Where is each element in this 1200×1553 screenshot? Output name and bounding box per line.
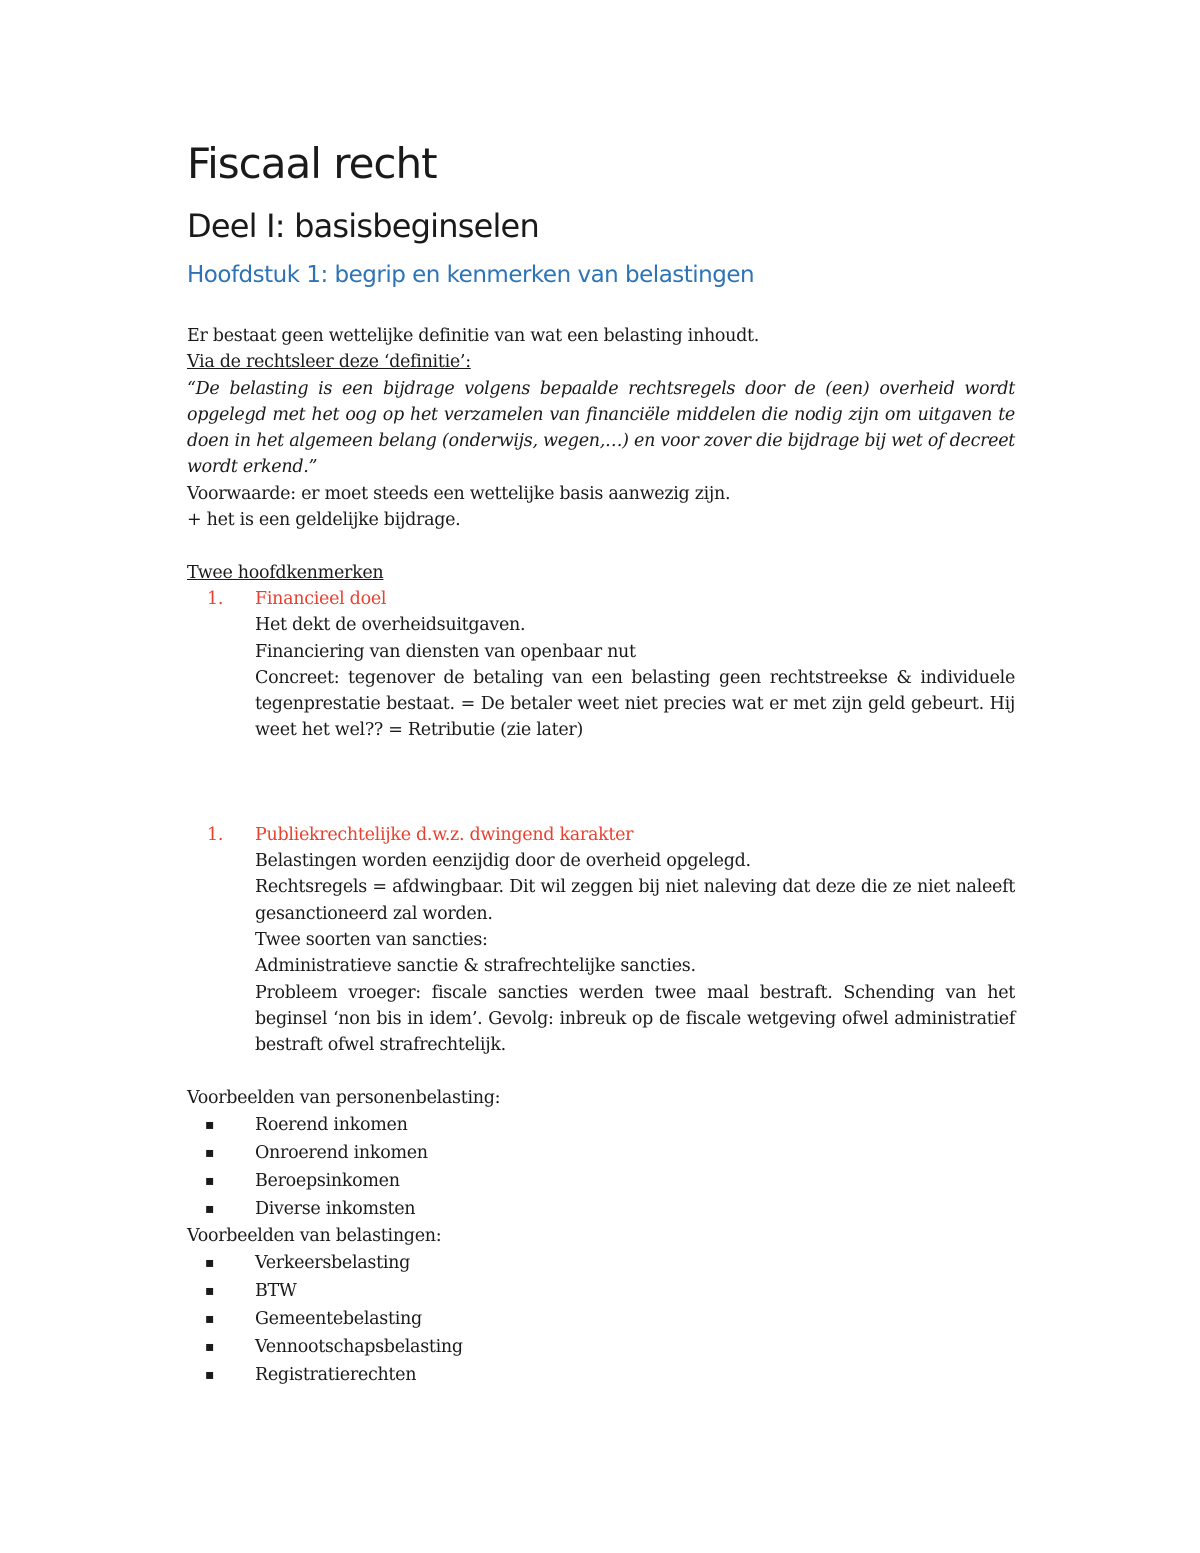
list-item-text: BTW	[255, 1281, 297, 1302]
feature-title: Publiekrechtelijke d.w.z. dwingend karakter	[255, 824, 634, 845]
list-item	[187, 1249, 1015, 1277]
bullet-icon: ▪	[205, 1117, 215, 1134]
bullet-icon: ▪	[205, 1367, 215, 1384]
list-item	[187, 1195, 1015, 1223]
feature-text: Belastingen worden eenzijdig door de overheid opgelegd.	[255, 851, 751, 872]
feature-list	[187, 586, 1015, 744]
list-item	[187, 1139, 1015, 1167]
plus-line: + het is een geldelijke bijdrage.	[187, 510, 461, 531]
list-item-text: Gemeentebelasting	[255, 1309, 422, 1330]
part-heading: Deel I: basisbeginselen	[187, 207, 539, 245]
bullet-icon: ▪	[205, 1255, 215, 1272]
feature-text: Probleem vroeger: fiscale sancties werden twee maal bestraft. Schending van het beginsel ‘non bis in idem’. Gevolg: inbreuk op de fiscale wetgeving ofwel administratief bestraft ofwel strafrechtelijk.	[255, 982, 1015, 1056]
feature-list	[187, 822, 1015, 1059]
list-item	[187, 1333, 1015, 1361]
bullet-icon: ▪	[205, 1201, 215, 1218]
feature-text: Rechtsregels = afdwingbaar. Dit wil zeggen bij niet naleving dat deze die ze niet naleeft gesanctioneerd zal worden.	[255, 877, 1015, 924]
feature-text: Concreet: tegenover de betaling van een belasting geen rechtstreekse & individuele tegenprestatie bestaat. = De betaler weet niet precies wat er met zijn geld gebeurt. Hij weet het wel?? = Retributie (zie later)	[255, 667, 1015, 741]
condition-line: Voorwaarde: er moet steeds een wettelijke basis aanwezig zijn.	[187, 483, 731, 504]
definition-quote: “De belasting is een bijdrage volgens bepaalde rechtsregels door de (een) overheid wordt opgelegd met het oog op het verzamelen van financiële middelen die nodig zijn om uitgaven te doen in het algemeen belang (onderwijs, wegen,…) en voor zover die bijdrage bij wet of decreet wordt erkend.”	[187, 378, 1015, 478]
spacer	[187, 744, 1015, 822]
feature-item-public-law	[187, 822, 1015, 1059]
list-number: 1.	[207, 824, 224, 845]
bullet-icon: ▪	[205, 1283, 215, 1300]
feature-title: Financieel doel	[255, 588, 387, 609]
list-item	[187, 1277, 1015, 1305]
list-item	[187, 1305, 1015, 1333]
list-item	[187, 1167, 1015, 1195]
list-number: 1.	[207, 588, 224, 609]
list-item	[187, 1361, 1015, 1389]
features-heading: Twee hoofdkenmerken	[187, 562, 384, 583]
list-item	[187, 1111, 1015, 1139]
feature-text: Twee soorten van sancties:	[255, 929, 488, 950]
list-item-text: Onroerend inkomen	[255, 1143, 428, 1164]
list-item-text: Beroepsinkomen	[255, 1171, 400, 1192]
bullet-icon: ▪	[205, 1145, 215, 1162]
tax-list	[187, 1249, 1015, 1389]
feature-text: Financiering van diensten van openbaar nut	[255, 641, 636, 662]
intro-line: Er bestaat geen wettelijke definitie van wat een belasting inhoudt.	[187, 326, 760, 346]
list-item-text: Roerend inkomen	[255, 1115, 408, 1136]
spacer	[187, 533, 1015, 559]
list-item-text: Vennootschapsbelasting	[255, 1337, 463, 1358]
personal-tax-list	[187, 1111, 1015, 1223]
document-title: Fiscaal recht	[187, 139, 437, 188]
list-item-text: Diverse inkomsten	[255, 1199, 416, 1220]
feature-text: Het dekt de overheidsuitgaven.	[255, 615, 526, 636]
document-body	[187, 323, 1015, 1389]
tax-heading: Voorbeelden van belastingen:	[187, 1226, 442, 1247]
feature-text: Administratieve sanctie & strafrechtelijke sancties.	[255, 956, 696, 977]
chapter-heading: Hoofdstuk 1: begrip en kenmerken van belastingen	[187, 262, 755, 288]
feature-item-financial	[187, 586, 1015, 744]
bullet-icon: ▪	[205, 1173, 215, 1190]
spacer	[187, 1058, 1015, 1084]
list-item-text: Registratierechten	[255, 1365, 417, 1386]
bullet-icon: ▪	[205, 1339, 215, 1356]
bullet-icon: ▪	[205, 1311, 215, 1328]
list-item-text: Verkeersbelasting	[255, 1253, 410, 1274]
personal-tax-heading: Voorbeelden van personenbelasting:	[187, 1087, 501, 1108]
definition-label: Via de rechtsleer deze ‘definitie’:	[187, 352, 471, 373]
